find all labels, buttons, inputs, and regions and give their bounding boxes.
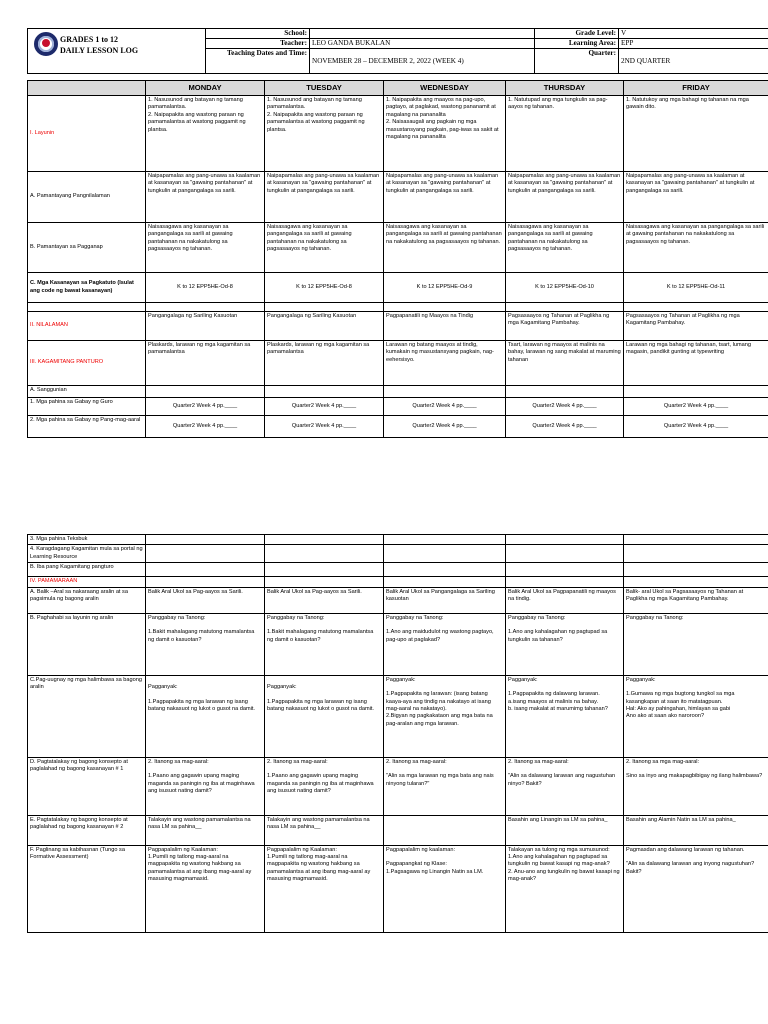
row-label: B. Paghahabi sa layunin ng aralin bbox=[28, 613, 146, 675]
table-row bbox=[28, 815, 768, 845]
day-cell bbox=[265, 545, 384, 563]
row-label: I. Layunin bbox=[28, 96, 146, 172]
table-row bbox=[28, 545, 768, 563]
day-cell: 1. Natutukoy ang mga bahagi ng tahanan na mga gawain dito. bbox=[624, 96, 768, 172]
day-cell: K to 12 EPP5HE-Od-8 bbox=[265, 273, 384, 303]
day-cell bbox=[146, 303, 265, 312]
day-cell bbox=[146, 577, 265, 587]
day-cell bbox=[506, 563, 624, 577]
table-row bbox=[28, 757, 768, 815]
day-cell bbox=[384, 815, 506, 845]
day-cell: Quarter2 Week 4 pp.____ bbox=[624, 416, 768, 438]
lesson-table-page2 bbox=[27, 534, 768, 933]
day-cell bbox=[146, 386, 265, 398]
row-label: 1. Mga pahina sa Gabay ng Guro bbox=[28, 398, 146, 416]
day-cell: Quarter2 Week 4 pp.____ bbox=[506, 416, 624, 438]
row-label bbox=[28, 303, 146, 312]
row-label: 2. Mga pahina sa Gabay ng Pang-mag-aaral bbox=[28, 416, 146, 438]
row-label: A. Pamantayang Pangnilalaman bbox=[28, 172, 146, 223]
day-cell: Pagpapalalim ng Kaalaman: 1.Pumili ng tatlong mag-aaral na magpapakita ng wastong hakbang sa pamamalantsa at ang ibang mag-aaral ay masusing magmamasid. bbox=[146, 845, 265, 932]
day-cell: Basahin ang Alamin Natin sa LM sa pahina_ bbox=[624, 815, 768, 845]
area-value: EPP bbox=[619, 39, 768, 49]
day-cell bbox=[384, 563, 506, 577]
day-cell: Pagganyak: 1.Gumawa ng mga bugtong tungkol sa mga kasangkapan at saan ito matatagpuan. Hal: Ako ay pahingahan, himlayan sa gabi Ano ako at saan ako naroroon? bbox=[624, 675, 768, 757]
day-cell: Quarter2 Week 4 pp.____ bbox=[146, 416, 265, 438]
day-cell: 2. Itanong sa mag-aaral: 1.Paano ang gagawin upang maging maganda sa paningin ng iba at maginhawa ang isusuot nating damit? bbox=[265, 757, 384, 815]
table-row bbox=[28, 577, 768, 587]
table-row bbox=[28, 341, 768, 386]
day-cell: Balik- aral Ukol sa Pagsasaayos ng Tahanan at Paglikha ng mga Kagamitang Pambahay. bbox=[624, 587, 768, 613]
day-cell bbox=[624, 386, 768, 398]
day-cell: Tsart, larawan ng maayos at malinis na bahay, larawan ng sang makalat at maruming tahanan bbox=[506, 341, 624, 386]
quarter-label: Quarter: bbox=[535, 49, 619, 74]
title-line-2: DAILY LESSON LOG bbox=[60, 46, 139, 55]
day-cell: Quarter2 Week 4 pp.____ bbox=[624, 398, 768, 416]
row-label: A. Sanggunian bbox=[28, 386, 146, 398]
day-cell: K to 12 EPP5HE-Od-10 bbox=[506, 273, 624, 303]
school-label: School: bbox=[206, 29, 310, 39]
table-row bbox=[28, 223, 768, 273]
day-cell: Plaskards, larawan ng mga kagamitan sa pamamalantsa bbox=[265, 341, 384, 386]
grade-value: V bbox=[619, 29, 768, 39]
day-cell bbox=[265, 386, 384, 398]
day-cell bbox=[506, 545, 624, 563]
day-cell: 1. Natutupad ang mga tungkulin sa pag-aayos ng tahanan. bbox=[506, 96, 624, 172]
day-cell: Naisasagawa ang kasanayan sa pangangalaga sa sarili at gawaing pantahanan na nakakatulong sa pagsasaayos ng tahanan. bbox=[506, 223, 624, 273]
row-label: C.Pag-uugnay ng mga halimbawa sa bagong aralin bbox=[28, 675, 146, 757]
day-cell: Pagpapalalim ng Kaalaman: 1.Pumili ng tatlong mag-aaral na magpapakita ng wastong hakbang sa pamamalantsa at ang ibang mag-aaral ay masusing magmamasid. bbox=[265, 845, 384, 932]
day-header-tuesday: TUESDAY bbox=[265, 81, 384, 96]
day-header-blank bbox=[28, 81, 146, 96]
day-cell: Pagpapanatili ng Maayos na Tindig bbox=[384, 312, 506, 341]
day-header-thursday: THURSDAY bbox=[506, 81, 624, 96]
row-label: D. Pagtatalakay ng bagong konsepto at paglalahad ng bagong kasanayan # 1 bbox=[28, 757, 146, 815]
day-cell bbox=[384, 535, 506, 545]
day-cell: Plaskards, larawan ng mga kagamitan sa pamamalantsa bbox=[146, 341, 265, 386]
table-row bbox=[28, 96, 768, 172]
day-cell: Quarter2 Week 4 pp.____ bbox=[384, 416, 506, 438]
table-row bbox=[28, 587, 768, 613]
day-cell bbox=[506, 577, 624, 587]
day-cell: Naisasagawa ang kasanayan sa pangangalaga sa sarili at gawaing pantahanan na nakakatulong sa pagsasaayos ng tahanan. bbox=[146, 223, 265, 273]
day-cell: Talakayan sa tulong ng mga sumusunod: 1.Ano ang kahalagahan ng pagtupad sa tungkulin ng bawat kasapi ng mag-anak? 2. Anu-ano ang tungkulin ng bawat kasapi ng mag-anak? bbox=[506, 845, 624, 932]
day-cell: Quarter2 Week 4 pp.____ bbox=[506, 398, 624, 416]
day-cell: Balik Aral Ukol sa Pag-aayos sa Sarili. bbox=[265, 587, 384, 613]
table-row bbox=[28, 312, 768, 341]
day-cell: Naipapamalas ang pang-unawa sa kaalaman at kasanayan sa "gawaing pantahanan" at tungkulin at pangangalaga sa sarili. bbox=[384, 172, 506, 223]
day-cell bbox=[265, 303, 384, 312]
day-cell bbox=[384, 303, 506, 312]
day-cell bbox=[624, 535, 768, 545]
table-row bbox=[28, 535, 768, 545]
day-cell bbox=[506, 535, 624, 545]
day-cell: Pagmasdan ang dalawang larawan ng tahanan. "Alin sa dalawang larawan ang inyong nagustuhan? Bakit? bbox=[624, 845, 768, 932]
row-label: B. Iba pang Kagamitang pangturo bbox=[28, 563, 146, 577]
table-row bbox=[28, 613, 768, 675]
row-label: A. Balik –Aral sa nakaraang aralin at sa pagsimula ng bagong aralin bbox=[28, 587, 146, 613]
day-cell bbox=[146, 535, 265, 545]
day-cell: Quarter2 Week 4 pp.____ bbox=[265, 398, 384, 416]
day-cell: 2. Itanong sa mag-aaral: 1.Paano ang gagawin upang maging maganda sa paningin ng iba at maginhawa ang isusuot nating damit? bbox=[146, 757, 265, 815]
logo-title-cell bbox=[28, 29, 206, 74]
table-row bbox=[28, 303, 768, 312]
day-cell: 1. Nasusunod ang batayan ng tamang pamamalantsa. 2. Naipapakita ang wastong paraan ng pamamalantsa at wastong paggamit ng plantsa. bbox=[146, 96, 265, 172]
day-cell: Naipapamalas ang pang-unawa sa kaalaman at kasanayan sa "gawaing pantahanan" at tungkulin at pangangalaga sa sarili. bbox=[624, 172, 768, 223]
day-cell: Larawan ng mga bahagi ng tahanan, tsart, lumang magasin, pandikit gunting at typewriting bbox=[624, 341, 768, 386]
day-cell: K to 12 EPP5HE-Od-8 bbox=[146, 273, 265, 303]
deped-seal-icon bbox=[34, 32, 58, 56]
day-cell: Naisasagawa ang kasanayan sa pangangalaga sa sarili at gawaing pantahanan na nakakatulong sa pagsasaayos ng tahanan. bbox=[624, 223, 768, 273]
day-cell: Pagsasaayos ng Tahanan at Paglikha ng mga Kagamitang Pambahay. bbox=[506, 312, 624, 341]
row-label: 4. Karagdagang Kagamitan mula sa portal ng Learning Resource bbox=[28, 545, 146, 563]
day-cell: Balik Aral Ukol sa Pag-aayos sa Sarili. bbox=[146, 587, 265, 613]
day-cell: Quarter2 Week 4 pp.____ bbox=[265, 416, 384, 438]
table-row bbox=[28, 273, 768, 303]
row-label: III. KAGAMITANG PANTURO bbox=[28, 341, 146, 386]
table-row bbox=[28, 675, 768, 757]
day-cell bbox=[265, 577, 384, 587]
day-cell: Panggabay na Tanong: bbox=[624, 613, 768, 675]
day-cell: Talakayin ang wastong pamamalantsa na nasa LM sa pahina__ bbox=[146, 815, 265, 845]
table-row bbox=[28, 416, 768, 438]
row-label: 3. Mga pahina Teksbuk bbox=[28, 535, 146, 545]
day-cell: Naipapamalas ang pang-unawa sa kaalaman at kasanayan sa "gawaing pantahanan" at tungkulin at pangangalaga sa sarili. bbox=[265, 172, 384, 223]
header-table bbox=[27, 28, 768, 74]
dates-label: Teaching Dates and Time: bbox=[206, 49, 310, 74]
day-cell: K to 12 EPP5HE-Od-9 bbox=[384, 273, 506, 303]
day-cell: K to 12 EPP5HE-Od-11 bbox=[624, 273, 768, 303]
day-cell: Basahin ang Linangin sa LM sa pahina_ bbox=[506, 815, 624, 845]
log-title bbox=[60, 34, 138, 56]
day-cell: Pagpapalalim ng kaalaman: Pagpapangkat ng Klase: 1.Pagsagawa ng Linangin Natin sa LM. bbox=[384, 845, 506, 932]
day-cell: Naipapamalas ang pang-unawa sa kaalaman at kasanayan sa "gawaing pantahanan" at tungkulin at pangangalaga sa sarili. bbox=[146, 172, 265, 223]
day-cell: Naisasagawa ang kasanayan sa pangangalaga sa sarili at gawaing pantahanan na nakakatulong sa pagsasaayos ng tahanan. bbox=[384, 223, 506, 273]
day-cell: Naisasagawa ang kasanayan sa pangangalaga sa sarili at gawaing pantahanan na nakakatulong sa pagsasaayos ng tahanan. bbox=[265, 223, 384, 273]
day-cell bbox=[506, 386, 624, 398]
row-label: B. Pamantayan sa Pagganap bbox=[28, 223, 146, 273]
table-row bbox=[28, 563, 768, 577]
row-label: IV. PAMAMARAAN bbox=[28, 577, 146, 587]
row-label: F. Paglinang sa kabihasnan (Tungo sa Formative Assessment) bbox=[28, 845, 146, 932]
row-label: C. Mga Kasanayan sa Pagkatuto (Isulat ang code ng bawat kasanayan) bbox=[28, 273, 146, 303]
day-cell: Pagganyak: 1.Pagpapakita ng mga larawan ng isang batang nakasuot ng lukot o gusot na damit. bbox=[265, 675, 384, 757]
day-cell: Panggabay na Tanong: 1.Bakit mahalagang matutong mamalantsa ng damit o kasuotan? bbox=[146, 613, 265, 675]
table-row bbox=[28, 398, 768, 416]
day-cell: Pagganyak: 1.Pagpapakita ng mga larawan ng isang batang nakasuot ng lukot o gusot na damit. bbox=[146, 675, 265, 757]
day-cell bbox=[265, 563, 384, 577]
day-cell: Panggabay na Tanong: 1.Ano ang kahalagahan ng pagtupad sa tungkulin sa tahanan? bbox=[506, 613, 624, 675]
day-cell: Quarter2 Week 4 pp.____ bbox=[384, 398, 506, 416]
day-cell: 2. Itanong sa mag-aaral: "Alin sa dalawang larawan ang nagustuhan ninyo? Bakit? bbox=[506, 757, 624, 815]
day-header-row bbox=[28, 81, 768, 96]
row-label: II. NILALAMAN bbox=[28, 312, 146, 341]
day-cell bbox=[146, 545, 265, 563]
area-label: Learning Area: bbox=[535, 39, 619, 49]
day-cell: 2. Itanong sa mga mag-aaral: Sino sa inyo ang makapagbibigay ng ilang halimbawa? bbox=[624, 757, 768, 815]
quarter-value: 2ND QUARTER bbox=[619, 49, 768, 74]
day-cell: Talakayin ang wastong pamamalantsa na nasa LM sa pahina__ bbox=[265, 815, 384, 845]
day-cell bbox=[624, 303, 768, 312]
teacher-label: Teacher: bbox=[206, 39, 310, 49]
day-cell bbox=[384, 545, 506, 563]
day-cell: Pangangalaga ng Sariling Kasuotan bbox=[265, 312, 384, 341]
day-cell: Larawan ng batang maayos at tindig, kumakain ng masustansyang pagkain, nag-eehersisyo. bbox=[384, 341, 506, 386]
title-line-1: GRADES 1 to 12 bbox=[60, 35, 119, 44]
day-cell: 1. Nasusunod ang batayan ng tamang pamamalantsa. 2. Naipapakita ang wastong paraan ng pamamalantsa at wastong paggamit ng plantsa. bbox=[265, 96, 384, 172]
day-header-monday: MONDAY bbox=[146, 81, 265, 96]
day-cell bbox=[624, 545, 768, 563]
day-cell bbox=[624, 577, 768, 587]
day-cell: 2. Itanong sa mag-aaral: "Alin sa mga larawan ng mga bata ang nais ninyong tularan?" bbox=[384, 757, 506, 815]
day-cell bbox=[146, 563, 265, 577]
day-cell: 1. Naipapakita ang maayos na pag-upo, pagtayo, at paglakad, wastong pananamit at magalang na pananalita 2. Naisasaugali ang pagkain ng mga masustansyang pagkain, pag-iwas sa sakit at magalang na pananalita bbox=[384, 96, 506, 172]
day-cell: Naipapamalas ang pang-unawa sa kaalaman at kasanayan sa "gawaing pantahanan" at tungkulin at pangangalaga sa sarili. bbox=[506, 172, 624, 223]
table-row bbox=[28, 172, 768, 223]
day-cell bbox=[384, 577, 506, 587]
row-label: E. Pagtatalakay ng bagong konsepto at paglalahad ng bagong kasanayan # 2 bbox=[28, 815, 146, 845]
day-cell bbox=[384, 386, 506, 398]
day-cell: Balik Aral Ukol sa Pagpapanatili ng maayos na tindig. bbox=[506, 587, 624, 613]
dates-value: NOVEMBER 28 – DECEMBER 2, 2022 (WEEK 4) bbox=[310, 49, 535, 74]
lesson-table-page1 bbox=[27, 80, 768, 438]
day-header-friday: FRIDAY bbox=[624, 81, 768, 96]
day-cell bbox=[506, 303, 624, 312]
school-value bbox=[310, 29, 535, 39]
day-cell: Pagganyak: 1.Pagpapakita ng dalawang larawan. a.isang maayos at malinis na bahay. b. isang makalat at marumimg tahanan? bbox=[506, 675, 624, 757]
day-cell bbox=[265, 535, 384, 545]
day-cell: Pagsasaayos ng Tahanan at Paglikha ng mga Kagamitang Pambahay. bbox=[624, 312, 768, 341]
teacher-value: LEO GANDA BUKALAN bbox=[310, 39, 535, 49]
table-row bbox=[28, 386, 768, 398]
day-cell: Pangangalaga ng Sariling Kasuotan bbox=[146, 312, 265, 341]
day-cell: Balik Aral Ukol sa Pangangalaga sa Sariling kasuotan bbox=[384, 587, 506, 613]
day-header-wednesday: WEDNESDAY bbox=[384, 81, 506, 96]
day-cell bbox=[624, 563, 768, 577]
day-cell: Quarter2 Week 4 pp.____ bbox=[146, 398, 265, 416]
day-cell: Panggabay na Tanong: 1.Ano ang maidudulot ng wastong pagtayo, pag-upo at paglakad? bbox=[384, 613, 506, 675]
table-row bbox=[28, 845, 768, 932]
day-cell: Pagganyak: 1.Pagpapakita ng larawan: (isang batang kaaya-aya ang tindig na nakatayo at isang mag-aaral na nakatayo). 2.Bigyan ng pagkakataon ang mga bata na pag-aralan ang mga larawan. bbox=[384, 675, 506, 757]
grade-label: Grade Level: bbox=[535, 29, 619, 39]
day-cell: Panggabay na Tanong: 1.Bakit mahalagang matutong mamalantsa ng damit o kasuotan? bbox=[265, 613, 384, 675]
